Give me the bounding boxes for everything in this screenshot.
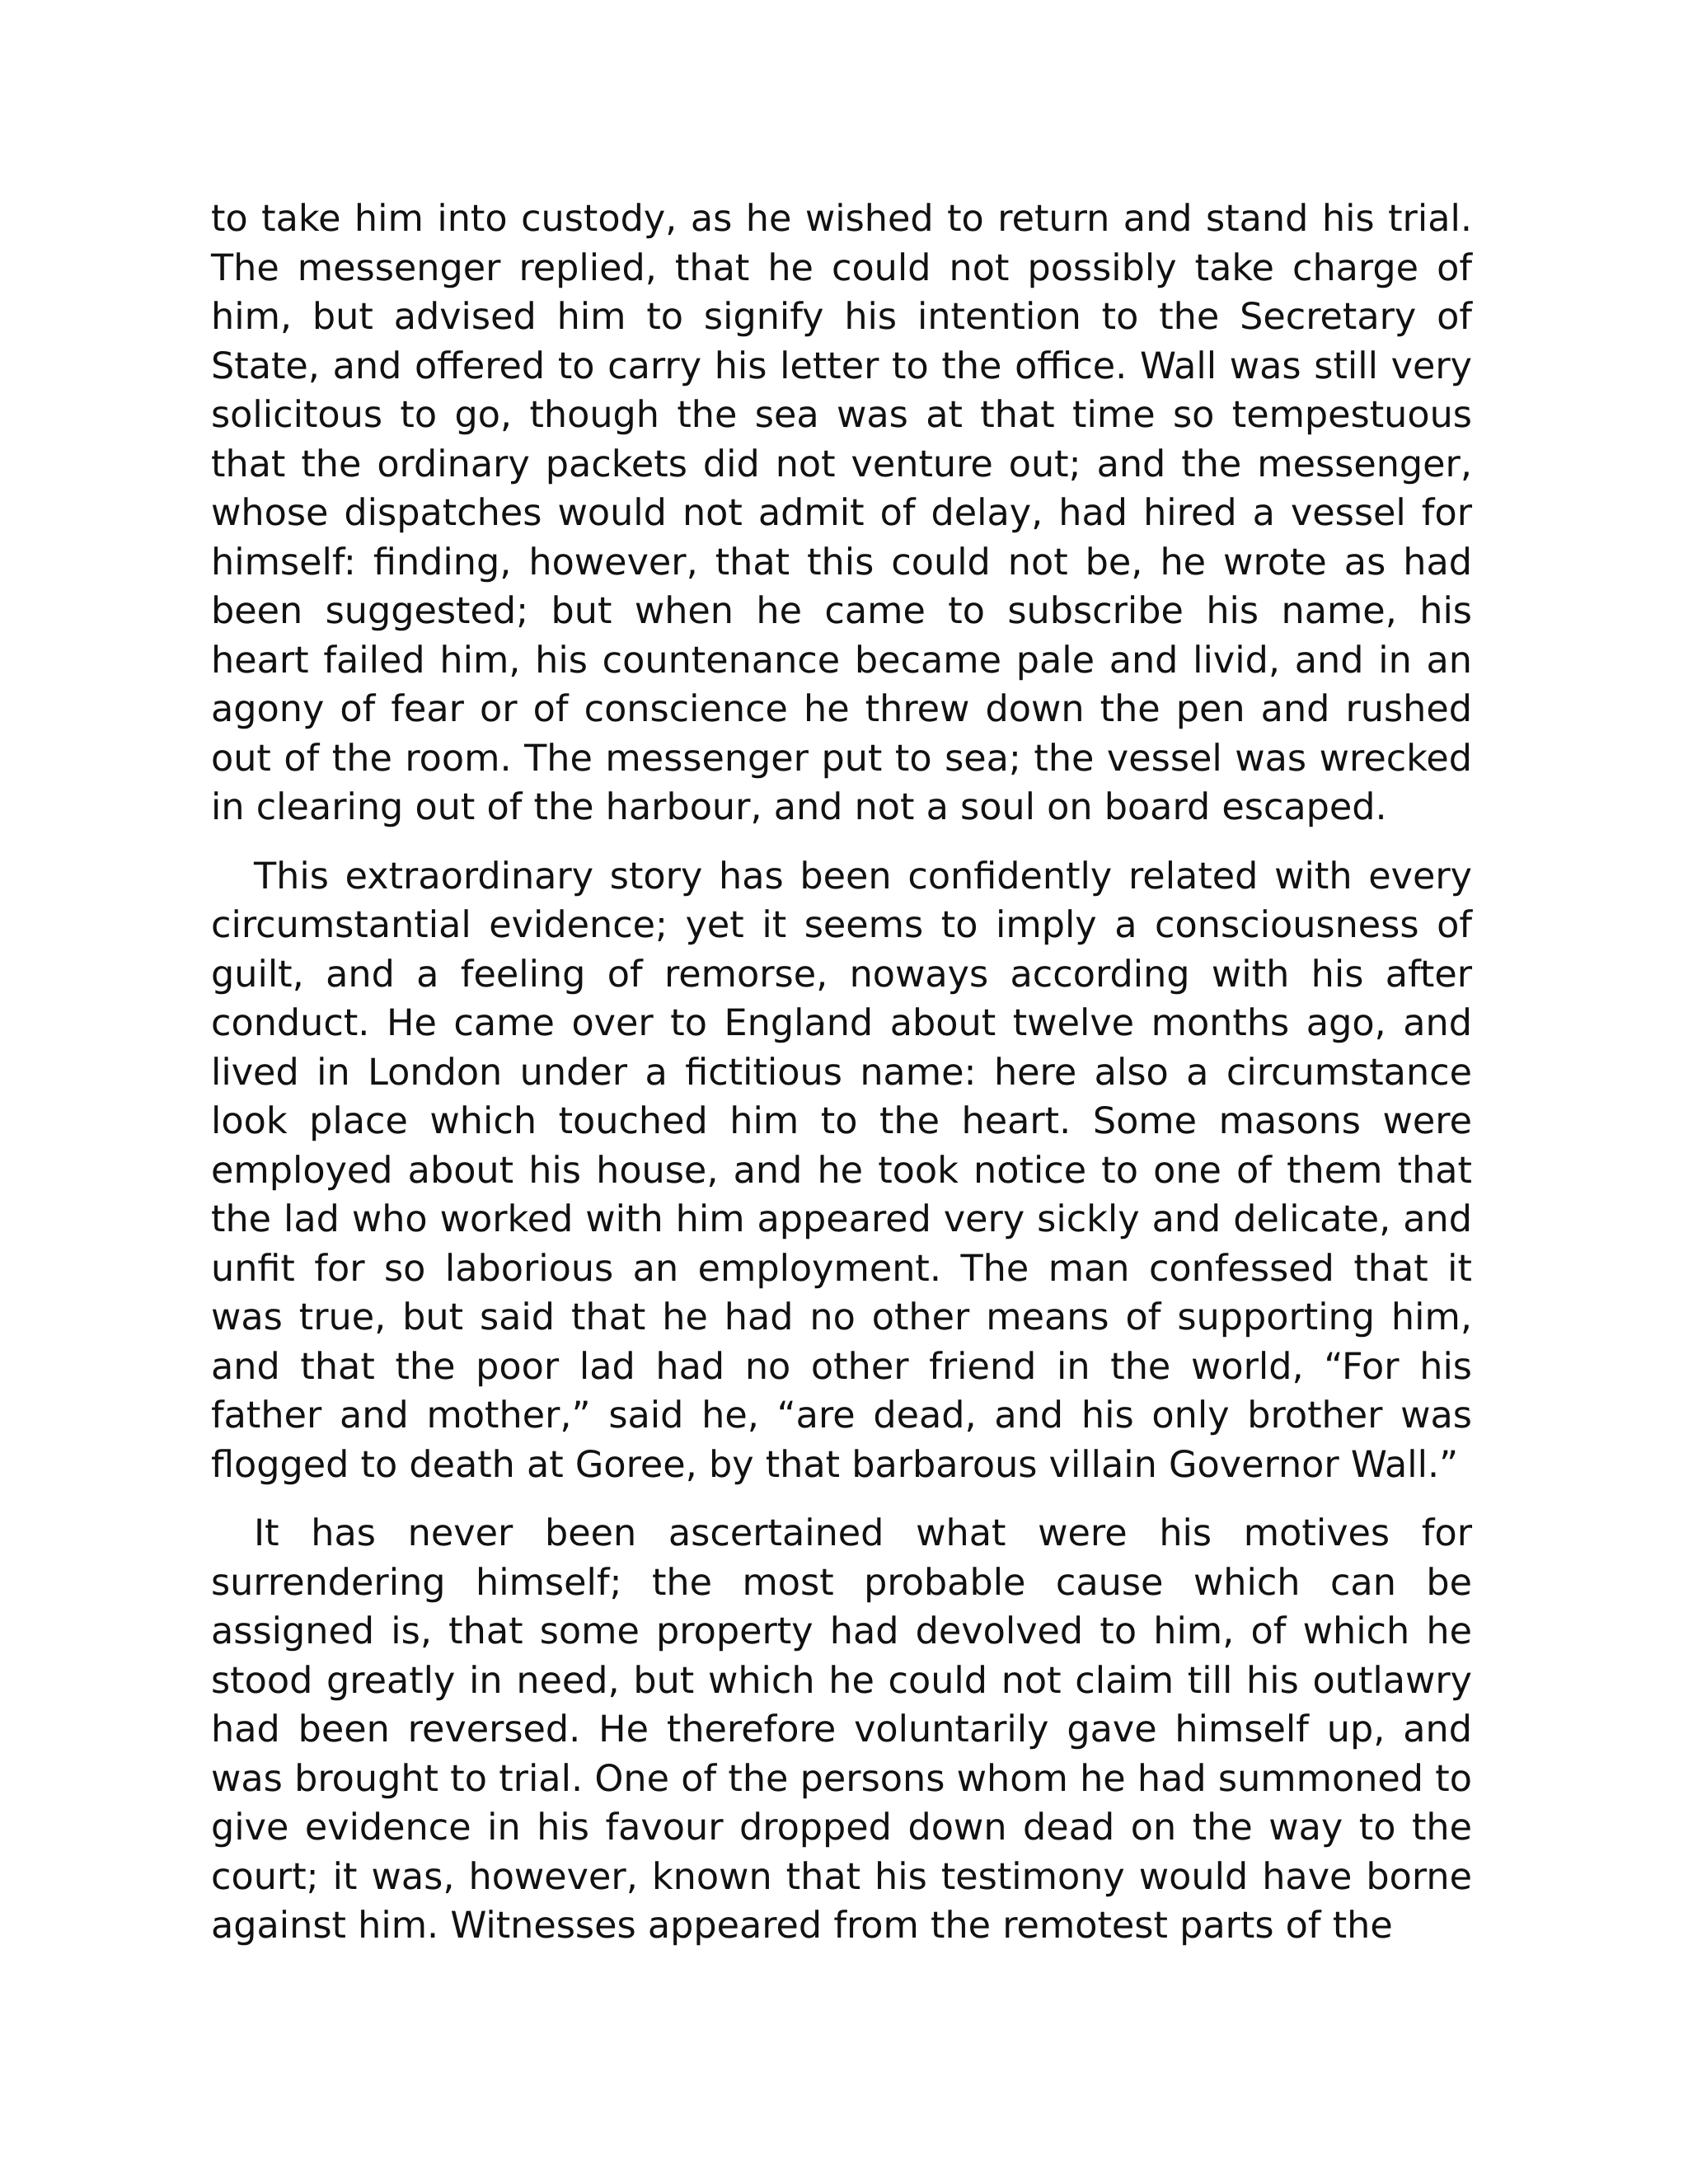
paragraph-1: to take him into custody, as he wished to return and stand his trial. The messenger replied, that he could not possibly take charge of him, but advised him to signify his intention to the Secretary of State, and offered to carry his letter to the office. Wall was still very solicitous to go, though the sea was at that time so tempestuous that the ordinary packets did not venture out; and the messenger, whose dispatches would not admit of delay, had hired a vessel for himself: finding, however, that this could not be, he wrote as had been suggested; but when he came to subscribe his name, his heart failed him, his countenance became pale and livid, and in an agony of fear or of conscience he threw down the pen and rushed out of the room. The messenger put to sea; the vessel was wrecked in clearing out of the harbour, and not a soul on board escaped. [211,198,1472,828]
page-text [211,194,1472,1971]
paragraph-3: It has never been ascertained what were his motives for surrendering himself; the most probable cause which can be assigned is, that some property had devolved to him, of which he stood greatly in need, but which he could not claim till his outlawry had been reversed. He therefore voluntarily gave himself up, and was brought to trial. One of the persons whom he had summoned to give evidence in his favour dropped down dead on the way to the court; it was, however, known that his testimony would have borne against him. Witnesses appeared from the remotest parts of the [211,1512,1472,1947]
paragraph-2: This extraordinary story has been confidently related with every circumstantial evidence; yet it seems to imply a consciousness of guilt, and a feeling of remorse, noways according with his after conduct. He came over to England about twelve months ago, and lived in London under a fictitious name: here also a circumstance look place which touched him to the heart. Some masons were employed about his house, and he took notice to one of them that the lad who worked with him appeared very sickly and delicate, and unfit for so laborious an employment. The man confessed that it was true, but said that he had no other means of supporting him, and that the poor lad had no other friend in the world, “For his father and mother,” said he, “are dead, and his only brother was flogged to death at Goree, by that barbarous villain Governor Wall.” [211,855,1472,1486]
